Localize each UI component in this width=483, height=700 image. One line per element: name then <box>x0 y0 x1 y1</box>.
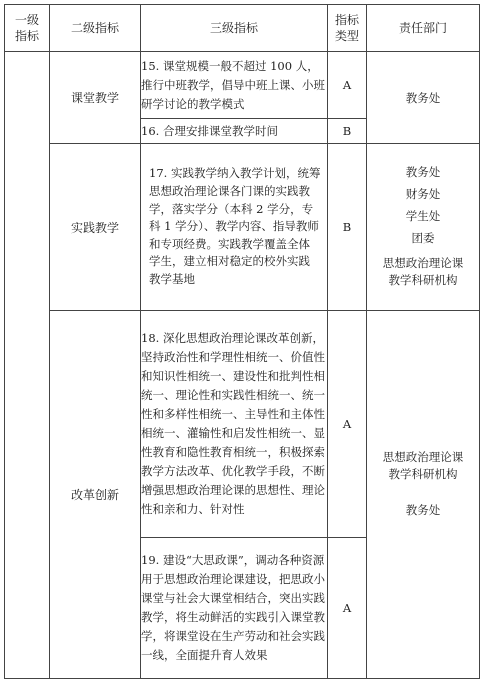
dept-item: 财务处 <box>405 187 441 201</box>
table-row <box>5 311 480 538</box>
level1-cell <box>5 52 50 679</box>
level2-cell: 课堂教学 <box>50 52 141 144</box>
type-cell: B <box>328 144 367 311</box>
dept-list <box>367 91 479 105</box>
level3-cell: 18. 深化思想政治理论课改革创新，坚持政治性和学理性相统一、价值性和知识性相统一、建设性和批判性相统一、理论性和实践性相统一、统一性和多样性相统一、主导性和主体性相统一、灌输性和启发性相统一、显性教育和隐性教育相统一，积极探索教学方法改革、优化教学手段，不断增强思想政治理论课的思想性、理论性和亲和力、针对性 <box>141 311 328 538</box>
table-header-row <box>5 5 480 52</box>
level3-cell: 16. 合理安排课堂教学时间 <box>141 119 328 144</box>
type-cell: A <box>328 311 367 538</box>
dept-cell <box>367 144 480 311</box>
level3-cell: 17. 实践教学纳入教学计划，统筹思想政治理论课各门课的实践教学，落实学分（本科 2 学分，专科 1 学分）、教学内容、指导教师和专项经费。实践教学覆盖全体学生，建立相对稳定的校外实践教学基地 <box>141 144 328 311</box>
level3-cell: 19. 建设“大思政课”，调动各种资源用于思想政治理论课建设，把思政小课堂与社会大课堂相结合，突出实践教学，将生动鲜活的实践引入课堂教学，将课堂设在生产劳动和社会实践一线，全面提升育人效果 <box>141 538 328 679</box>
header-level2: 二级指标 <box>50 5 141 52</box>
indicator-table-document <box>4 4 479 679</box>
dept-list <box>367 165 479 289</box>
dept-list <box>367 449 479 517</box>
type-cell: A <box>328 538 367 679</box>
table-row <box>5 52 480 119</box>
header-dept: 责任部门 <box>367 5 480 52</box>
dept-item: 思想政治理论课 教学科研机构 <box>382 256 464 287</box>
type-cell: A <box>328 52 367 119</box>
level2-cell: 实践教学 <box>50 144 141 311</box>
type-cell: B <box>328 119 367 144</box>
header-level3: 三级指标 <box>141 5 328 52</box>
dept-cell <box>367 311 480 679</box>
dept-item: 教务处 <box>405 165 441 179</box>
dept-item: 思想政治理论课 教学科研机构 <box>382 449 464 481</box>
table-row <box>5 144 480 311</box>
dept-item: 教务处 <box>405 502 441 517</box>
indicator-table <box>4 4 480 679</box>
dept-item: 学生处 <box>405 209 441 223</box>
header-level1: 一级 指标 <box>5 5 50 52</box>
dept-cell <box>367 52 480 144</box>
dept-item: 教务处 <box>405 90 441 105</box>
level2-cell: 改革创新 <box>50 311 141 679</box>
header-type: 指标 类型 <box>328 5 367 52</box>
level3-cell: 15. 课堂规模一般不超过 100 人，推行中班教学，倡导中班上课、小班研学讨论的教学模式 <box>141 52 328 119</box>
dept-item: 团委 <box>411 231 435 245</box>
